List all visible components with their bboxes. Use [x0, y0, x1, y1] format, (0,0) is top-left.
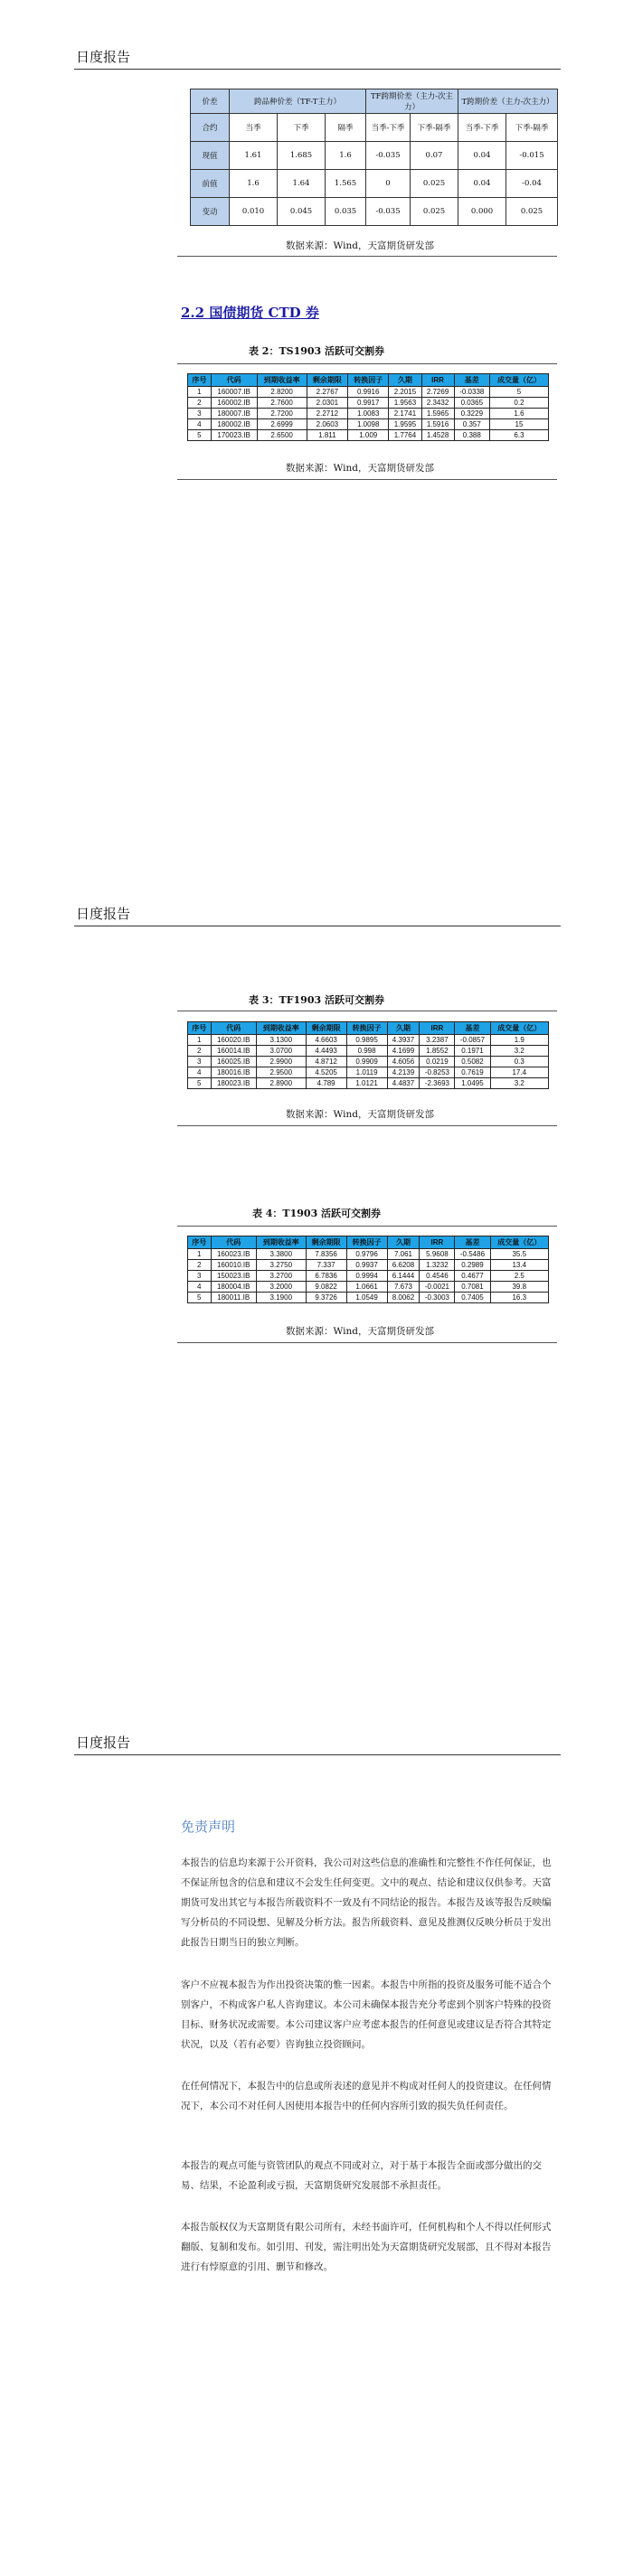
table-cell: 4.6056 [387, 1057, 420, 1067]
table-cell: 1.009 [348, 430, 389, 441]
table-row [188, 387, 549, 398]
table-cell: 1.0661 [346, 1282, 387, 1293]
table-cell: 4.8712 [306, 1057, 346, 1067]
table-cell: 170023.IB [211, 430, 257, 441]
table-cell: 0.9917 [348, 398, 389, 409]
table-cell: 0.7619 [455, 1067, 490, 1078]
table-cell: 2.2015 [389, 387, 421, 398]
table-cell: 0.998 [346, 1046, 387, 1057]
column-header: 剩余期限 [307, 374, 347, 387]
table-row [188, 1078, 549, 1089]
table-cell: 1 [188, 1035, 212, 1046]
table-cell: 0.4546 [420, 1271, 455, 1282]
column-header: 到期收益率 [256, 1236, 306, 1249]
spread-sub-header: 下季 [278, 114, 326, 142]
table-cell: 1.0098 [348, 419, 389, 430]
table-cell: 0.045 [278, 198, 326, 226]
table-cell: 2.0301 [307, 398, 347, 409]
table-cell: 16.3 [490, 1293, 549, 1303]
table-cell: 2.6999 [257, 419, 307, 430]
spread-row-label: 前值 [191, 170, 230, 198]
table-cell: 1.9595 [389, 419, 421, 430]
table-cell: 180016.IB [211, 1067, 256, 1078]
table-cell: -0.8253 [420, 1067, 455, 1078]
table-cell: 3.2387 [420, 1035, 455, 1046]
table-cell: 160002.IB [211, 398, 257, 409]
table-cell: 2.6500 [257, 430, 307, 441]
table-cell: 2.3432 [421, 398, 454, 409]
spread-sub-header: 当季 [230, 114, 278, 142]
table-cell: 2 [188, 1260, 212, 1271]
spread-top-header: T跨期价差（主力-次主力） [458, 89, 558, 114]
table-cell: 3.2 [490, 1078, 549, 1089]
table-cell: 1.6 [326, 142, 366, 170]
table-cell: 5 [188, 1078, 212, 1089]
table-cell: 4 [188, 1067, 212, 1078]
table-row [188, 419, 549, 430]
table-cell: 0.010 [230, 198, 278, 226]
table-cell: 3.2700 [256, 1271, 306, 1282]
table-cell: 4 [188, 1282, 212, 1293]
table-cell: 5.9608 [420, 1249, 455, 1260]
table-cell: 3 [188, 1271, 212, 1282]
table-row [191, 142, 558, 170]
table-cell: 160007.IB [211, 387, 257, 398]
bond-table [187, 1236, 549, 1303]
table-cell: 2.5 [490, 1271, 549, 1282]
table-cell: 0.0219 [420, 1057, 455, 1067]
column-header: 代码 [211, 374, 257, 387]
spread-table [190, 89, 558, 226]
spread-sub-header: 当季-下季 [366, 114, 411, 142]
table-cell: 7.673 [387, 1282, 420, 1293]
page-header [74, 902, 561, 926]
table-row [188, 409, 549, 419]
table-cell: 4.4837 [387, 1078, 420, 1089]
column-header: 基差 [455, 1236, 490, 1249]
table-row [191, 170, 558, 198]
table-cell: 1.5965 [421, 409, 454, 419]
table-cell: 6.1444 [387, 1271, 420, 1282]
table-cell: -0.0338 [454, 387, 489, 398]
column-header: 序号 [188, 1236, 212, 1249]
column-header: 基差 [455, 1022, 490, 1035]
column-header: 剩余期限 [306, 1022, 346, 1035]
disclaimer-paragraph: 本报告版权仅为天富期货有限公司所有，未经书面许可，任何机构和个人不得以任何形式翻版、复制和发布。如引用、刊发，需注明出处为天富期货研究发展部，且不得对本报告进行有悖原意的引用、删节和修改。 [181, 2222, 552, 2272]
table-cell: 1.0083 [348, 409, 389, 419]
table-cell: 3 [188, 1057, 212, 1067]
table-cell: 1.9 [490, 1035, 549, 1046]
table-cell: 0.04 [458, 170, 506, 198]
table-cell: 0.357 [454, 419, 489, 430]
table-cell: 0.035 [326, 198, 366, 226]
table-cell: -0.3003 [420, 1293, 455, 1303]
table-cell: 1.6 [489, 409, 548, 419]
column-header: 到期收益率 [256, 1022, 306, 1035]
column-header: IRR [420, 1236, 455, 1249]
table-cell: 150023.IB [211, 1271, 256, 1282]
table-cell: 0.1971 [455, 1046, 490, 1057]
table-cell: 3.3800 [256, 1249, 306, 1260]
table-cell: 1.7764 [389, 430, 421, 441]
table-cell: 1.3232 [420, 1260, 455, 1271]
table-cell: 0 [366, 170, 411, 198]
table-row [188, 1067, 549, 1078]
source-note: 数据来源：Wind，天富期货研发部 [286, 240, 434, 251]
table-cell: 0.7081 [455, 1282, 490, 1293]
table-cell: 5 [188, 430, 212, 441]
table-caption: 表 2：TS1903 活跃可交割券 [248, 345, 385, 357]
bond-table [187, 373, 549, 441]
table-cell: 8.0062 [387, 1293, 420, 1303]
table-cell: 4.789 [306, 1078, 346, 1089]
table-cell: 0.9994 [346, 1271, 387, 1282]
table-cell: 6.7836 [306, 1271, 346, 1282]
header-title: 日度报告 [76, 49, 131, 65]
table-cell: 0.2989 [455, 1260, 490, 1271]
table-cell: 1.8552 [420, 1046, 455, 1057]
column-header: 转换因子 [346, 1236, 387, 1249]
table-cell: 15 [489, 419, 548, 430]
table-cell: 0.388 [454, 430, 489, 441]
table-cell: 1.5916 [421, 419, 454, 430]
table-cell: 1.6 [230, 170, 278, 198]
table-cell: 2.7600 [257, 398, 307, 409]
column-header: 基差 [454, 374, 489, 387]
column-header: 到期收益率 [257, 374, 307, 387]
divider [177, 1226, 557, 1227]
header-title: 日度报告 [76, 906, 131, 922]
table-cell: 0.5082 [455, 1057, 490, 1067]
table-cell: 1.0495 [455, 1078, 490, 1089]
table-row [188, 1293, 549, 1303]
table-cell: 3.0700 [256, 1046, 306, 1057]
table-cell: 1.811 [307, 430, 347, 441]
table-cell: 2.2712 [307, 409, 347, 419]
column-header: 代码 [211, 1022, 256, 1035]
table-cell: 4.3937 [387, 1035, 420, 1046]
table-row [188, 1282, 549, 1293]
spread-sub-header: 合约 [191, 114, 230, 142]
divider [177, 1342, 557, 1343]
table-cell: 1.61 [230, 142, 278, 170]
table-cell: 160025.IB [211, 1057, 256, 1067]
table-cell: 2.2767 [307, 387, 347, 398]
table-cell: 1.0119 [346, 1067, 387, 1078]
table-cell: 0.7405 [455, 1293, 490, 1303]
column-header: IRR [421, 374, 454, 387]
table-cell: -0.0857 [455, 1035, 490, 1046]
table-cell: 35.5 [490, 1249, 549, 1260]
column-header: IRR [420, 1022, 455, 1035]
column-header: 代码 [211, 1236, 256, 1249]
column-header: 成交量（亿） [489, 374, 548, 387]
table-caption: 表 3：TF1903 活跃可交割券 [249, 994, 384, 1006]
table-cell: 180007.IB [211, 409, 257, 419]
table-cell: 7.061 [387, 1249, 420, 1260]
table-cell: -0.0021 [420, 1282, 455, 1293]
source-note: 数据来源：Wind，天富期货研发部 [286, 463, 434, 474]
spread-row-label: 变动 [191, 198, 230, 226]
column-header: 剩余期限 [306, 1236, 346, 1249]
table-row [188, 1035, 549, 1046]
table-cell: 0.04 [458, 142, 506, 170]
column-header: 久期 [389, 374, 421, 387]
divider [177, 479, 557, 480]
table-cell: 6.3 [489, 430, 548, 441]
table-cell: 0.025 [411, 198, 458, 226]
spread-top-header: TF跨期价差（主力-次主力） [366, 89, 458, 114]
table-cell: 39.8 [490, 1282, 549, 1293]
spread-sub-header: 下季-隔季 [411, 114, 458, 142]
table-cell: 17.4 [490, 1067, 549, 1078]
table-cell: 9.0822 [306, 1282, 346, 1293]
column-header: 成交量（亿） [490, 1236, 549, 1249]
table-cell: 180002.IB [211, 419, 257, 430]
table-cell: 3 [188, 409, 212, 419]
table-cell: 7.8356 [306, 1249, 346, 1260]
table-cell: 2 [188, 398, 212, 409]
table-cell: 6.6208 [387, 1260, 420, 1271]
column-header: 久期 [387, 1022, 420, 1035]
table-row [188, 1271, 549, 1282]
table-row [188, 1260, 549, 1271]
table-cell: -2.3693 [420, 1078, 455, 1089]
table-cell: 1.64 [278, 170, 326, 198]
table-row [188, 398, 549, 409]
table-cell: 160010.IB [211, 1260, 256, 1271]
table-cell: 3.2 [490, 1046, 549, 1057]
table-cell: 4.1699 [387, 1046, 420, 1057]
table-cell: 0.9796 [346, 1249, 387, 1260]
page-header [74, 45, 561, 70]
disclaimer-title: 免责声明 [181, 1819, 236, 1835]
column-header: 序号 [188, 1022, 212, 1035]
table-caption: 表 4：T1903 活跃可交割券 [251, 1208, 382, 1219]
table-cell: 5 [188, 1293, 212, 1303]
table-row [188, 1046, 549, 1057]
table-cell: 1.0549 [346, 1293, 387, 1303]
table-cell: 1.9563 [389, 398, 421, 409]
table-header-row [188, 1236, 549, 1249]
table-cell: 4.5205 [306, 1067, 346, 1078]
table-cell: 4.6603 [306, 1035, 346, 1046]
table-cell: 160023.IB [211, 1249, 256, 1260]
table-cell: 0.025 [506, 198, 558, 226]
table-cell: 2.1741 [389, 409, 421, 419]
table-cell: 0.9937 [346, 1260, 387, 1271]
section-title: 2.2 国债期货 CTD 券 [181, 305, 319, 321]
table-cell: 1.0121 [346, 1078, 387, 1089]
table-cell: -0.04 [506, 170, 558, 198]
table-cell: 2.7269 [421, 387, 454, 398]
spread-top-header: 价差 [191, 89, 230, 114]
table-cell: 180011.IB [211, 1293, 256, 1303]
table-cell: 0.9895 [346, 1035, 387, 1046]
table-cell: -0.5486 [455, 1249, 490, 1260]
table-cell: 0.3229 [454, 409, 489, 419]
page-header [74, 1731, 561, 1755]
disclaimer-paragraph: 本报告的信息均来源于公开资料，我公司对这些信息的准确性和完整性不作任何保证，也不保证所包含的信息和建议不会发生任何变更。文中的观点、结论和建议仅供参考。天富期货可发出其它与本报告所载资料不一致及有不同结论的报告。本报告及该等报告反映编写分析员的不同设想、见解及分析方法。报告所载资料、意见及推测仅反映分析员于发出此报告日期当日的独立判断。 [181, 1857, 552, 1948]
table-cell: 4 [188, 419, 212, 430]
table-cell: 2.7200 [257, 409, 307, 419]
table-cell: 160014.IB [211, 1046, 256, 1057]
spread-top-header: 跨品种价差（TF-T主力） [230, 89, 366, 114]
table-cell: 3.1300 [256, 1035, 306, 1046]
divider [177, 256, 557, 257]
table-cell: 1 [188, 1249, 212, 1260]
table-cell: 7.337 [306, 1260, 346, 1271]
table-cell: 2.8200 [257, 387, 307, 398]
column-header: 成交量（亿） [490, 1022, 549, 1035]
table-cell: 0.0365 [454, 398, 489, 409]
table-row [188, 1057, 549, 1067]
spread-sub-header: 隔季 [326, 114, 366, 142]
table-cell: 2 [188, 1046, 212, 1057]
column-header: 转换因子 [348, 374, 389, 387]
table-cell: 0.9909 [346, 1057, 387, 1067]
table-cell: 160020.IB [211, 1035, 256, 1046]
table-cell: 3.2750 [256, 1260, 306, 1271]
column-header: 转换因子 [346, 1022, 387, 1035]
disclaimer-paragraph: 在任何情况下，本报告中的信息或所表述的意见并不构成对任何人的投资建议。在任何情况下，本公司不对任何人因使用本报告中的任何内容所引致的损失负任何责任。 [181, 2081, 552, 2111]
table-cell: 1.4528 [421, 430, 454, 441]
spread-sub-header: 下季-隔季 [506, 114, 558, 142]
table-cell: 0.4677 [455, 1271, 490, 1282]
table-cell: 180023.IB [211, 1078, 256, 1089]
table-cell: 0.9916 [348, 387, 389, 398]
table-cell: 1.565 [326, 170, 366, 198]
table-cell: -0.035 [366, 198, 411, 226]
table-cell: 5 [489, 387, 548, 398]
spread-row-label: 现值 [191, 142, 230, 170]
table-cell: 0.07 [411, 142, 458, 170]
table-cell: 13.4 [490, 1260, 549, 1271]
column-header: 序号 [188, 374, 212, 387]
table-cell: 2.9500 [256, 1067, 306, 1078]
table-cell: 4.4493 [306, 1046, 346, 1057]
table-cell: -0.015 [506, 142, 558, 170]
disclaimer-paragraph: 客户不应视本报告为作出投资决策的惟一因素。本报告中所指的投资及服务可能不适合个别客户，不构成客户私人咨询建议。本公司未确保本报告充分考虑到个别客户特殊的投资目标、财务状况或需要。本公司建议客户应考虑本报告的任何意见或建议是否符合其特定状况，以及（若有必要）咨询独立投资顾问。 [181, 1979, 552, 2050]
table-row [188, 430, 549, 441]
table-header-row [188, 1022, 549, 1035]
bond-table [187, 1021, 549, 1089]
table-row [188, 1249, 549, 1260]
table-cell: 0.2 [489, 398, 548, 409]
table-cell: 0.3 [490, 1057, 549, 1067]
header-title: 日度报告 [76, 1735, 131, 1751]
disclaimer-paragraph: 本报告的观点可能与资管团队的观点不同或对立，对于基于本报告全面或部分做出的交易、结果，不论盈利或亏损，天富期货研究发展部不承担责任。 [181, 2160, 542, 2191]
table-cell: 2.9900 [256, 1057, 306, 1067]
divider [177, 1125, 557, 1126]
table-cell: 2.8900 [256, 1078, 306, 1089]
table-header-row [188, 374, 549, 387]
table-cell: -0.035 [366, 142, 411, 170]
table-cell: 1 [188, 387, 212, 398]
table-cell: 2.0603 [307, 419, 347, 430]
source-note: 数据来源：Wind，天富期货研发部 [286, 1326, 434, 1337]
table-cell: 4.2139 [387, 1067, 420, 1078]
table-row [191, 198, 558, 226]
table-cell: 3.1900 [256, 1293, 306, 1303]
table-cell: 0.025 [411, 170, 458, 198]
spread-sub-header: 当季-下季 [458, 114, 506, 142]
table-cell: 180004.IB [211, 1282, 256, 1293]
column-header: 久期 [387, 1236, 420, 1249]
table-cell: 1.685 [278, 142, 326, 170]
divider [177, 363, 557, 364]
table-cell: 3.2000 [256, 1282, 306, 1293]
source-note: 数据来源：Wind，天富期货研发部 [286, 1109, 434, 1120]
table-cell: 9.3726 [306, 1293, 346, 1303]
table-cell: 0.000 [458, 198, 506, 226]
